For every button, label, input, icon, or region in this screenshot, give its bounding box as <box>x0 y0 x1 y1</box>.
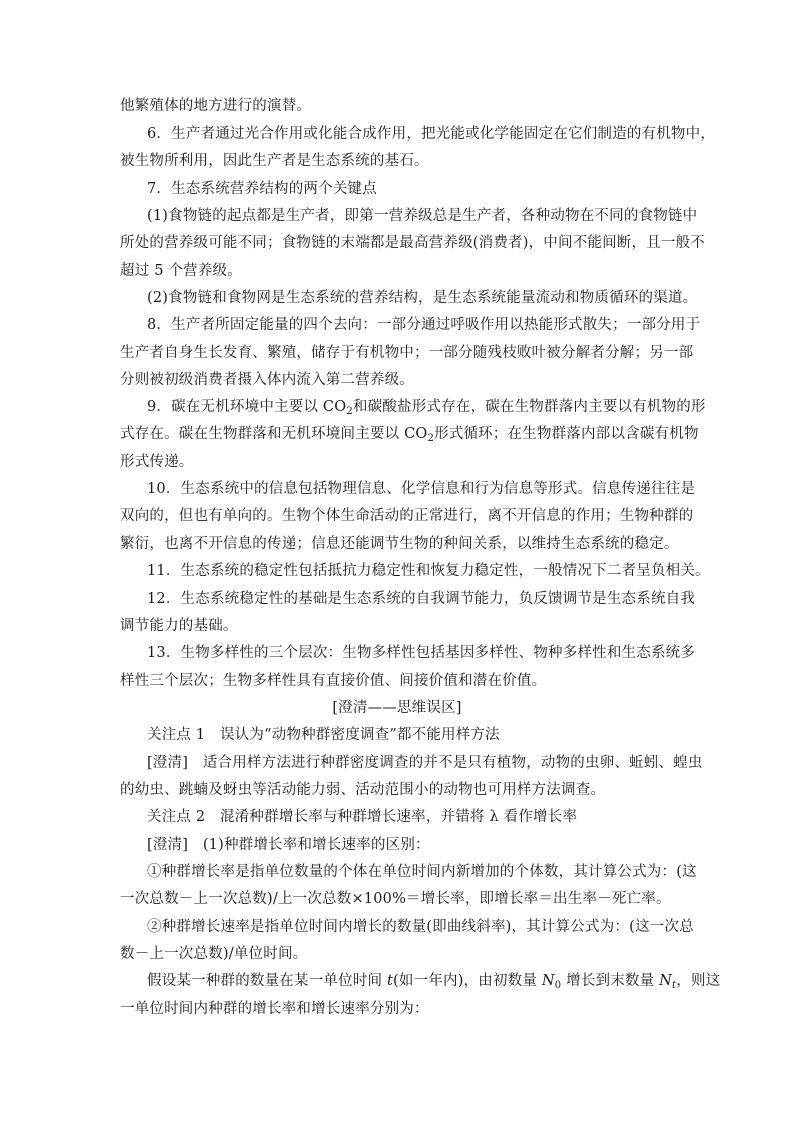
variable-t: t <box>387 973 394 989</box>
focus-1-clarify-line-2: 的幼虫、跳蝻及蚜虫等活动能力弱、活动范围小的动物也可用样方法调查。 <box>120 782 606 798</box>
subscript: t <box>672 980 677 991</box>
text-run: 和碳酸盐形式存在，碳在生物群落内主要以有机物的形 <box>352 399 706 415</box>
variable-n: N <box>659 973 673 989</box>
point-6-line-2: 被生物所利用，因此生产者是生态系统的基石。 <box>120 153 429 169</box>
subscript: 2 <box>346 406 353 417</box>
point-7-sub1-line-3: 超过 5 个营养级。 <box>120 263 242 279</box>
point-13-line-2: 样性三个层次；生物多样性具有直接价值、间接价值和潜在价值。 <box>120 673 547 689</box>
point-9-line-2 <box>120 424 699 444</box>
point-6-line-1: 6．生产者通过光合作用或化能合成作用，把光能或化学能固定在它们制造的有机物中， <box>147 126 716 142</box>
point-7-sub2-line-1: (2)食物链和食物网是生态系统的营养结构，是生态系统能量流动和物质循环的渠道。 <box>147 290 698 306</box>
point-11-line-1: 11．生态系统的稳定性包括抵抗力稳定性和恢复力稳定性，一般情况下二者呈负相关。 <box>147 563 710 579</box>
text-run: (如一年内)，由初数量 <box>393 973 542 989</box>
focus-2-item-1-line-2: 一次总数－上一次总数)/上一次总数×100%＝增长率，即增长率＝出生率－死亡率。 <box>120 891 671 907</box>
point-7-sub1-line-1: (1)食物链的起点都是生产者，即第一营养级总是生产者，各种动物在不同的食物链中 <box>147 208 698 224</box>
focus-2-item-2-line-2: 数－上一次总数)/单位时间。 <box>120 946 308 962</box>
point-8-line-1: 8．生产者所固定能量的四个去向：一部分通过呼吸作用以热能形式散失；一部分用于 <box>147 317 701 333</box>
subscript: 2 <box>427 433 435 444</box>
point-9-line-3: 形式传递。 <box>120 454 194 470</box>
text-run: ，则这 <box>676 973 721 989</box>
point-10-line-2: 双向的，但也有单向的。生物个体生命活动的正常进行，离不开信息的作用；生物种群的 <box>120 508 694 524</box>
text-run: 9．碳在无机环境中主要以 CO <box>147 399 347 415</box>
text-line: 他繁殖体的地方进行的演替。 <box>120 98 312 114</box>
focus-2-clarify-line-1: [澄清] (1)种群增长率和增长速率的区别： <box>147 837 430 853</box>
point-12-line-2: 调节能力的基础。 <box>120 618 238 634</box>
point-10-line-1: 10．生态系统中的信息包括物理信息、化学信息和行为信息等形式。信息传递往往是 <box>147 481 696 497</box>
section-header: [澄清——思维误区] <box>332 700 462 716</box>
point-8-line-3: 分则被初级消费者摄入体内流入第二营养级。 <box>120 372 414 388</box>
point-7-title: 7．生态系统营养结构的两个关键点 <box>147 181 377 197</box>
focus-2-item-2-line-1: ②种群增长速率是指单位时间内增长的数量(即曲线斜率)，其计算公式为：(这一次总 <box>147 919 694 935</box>
focus-1-title: 关注点 1 误认为“动物种群密度调查”都不能用样方法 <box>147 727 500 743</box>
point-13-line-1: 13．生物多样性的三个层次：生物多样性包括基因多样性、物种多样性和生态系统多 <box>147 645 696 661</box>
focus-2-item-1-line-1: ①种群增长率是指单位数量的个体在单位时间内新增加的个体数，其计算公式为：(这 <box>147 864 697 880</box>
focus-2-assume-line-2: 一单位时间内种群的增长率和增长速率分别为： <box>120 1001 429 1017</box>
text-run: 假设某一种群的数量在某一单位时间 <box>147 973 388 989</box>
focus-1-clarify-line-1: [澄清] 适合用样方法进行种群密度调查的并不是只有植物，动物的虫卵、蚯蚓、蝗虫 <box>147 755 703 771</box>
focus-2-title: 关注点 2 混淆种群增长率与种群增长速率，并错将 λ 看作增长率 <box>147 809 578 825</box>
subscript: 0 <box>554 980 562 991</box>
focus-2-assume-line-1 <box>147 971 720 991</box>
point-12-line-1: 12．生态系统稳定性的基础是生态系统的自我调节能力，负反馈调节是生态系统自我 <box>147 591 696 607</box>
point-7-sub1-line-2: 所处的营养级可能不同；食物链的末端都是最高营养级(消费者)，中间不能间断，且一般不 <box>120 235 706 251</box>
point-10-line-3: 繁衍，也离不开信息的传递；信息还能调节生物的种间关系，以维持生态系统的稳定。 <box>120 536 679 552</box>
point-8-line-2: 生产者自身生长发育、繁殖，储存于有机物中；一部分随残枝败叶被分解者分解；另一部 <box>120 345 694 361</box>
variable-n: N <box>541 973 555 989</box>
text-run: 增长到末数量 <box>561 973 660 989</box>
point-9-line-1 <box>147 397 706 417</box>
text-run: 式存在。碳在生物群落和无机环境间主要以 CO <box>120 426 428 442</box>
text-run: 形式循环；在生物群落内部以含碳有机物 <box>434 426 699 442</box>
